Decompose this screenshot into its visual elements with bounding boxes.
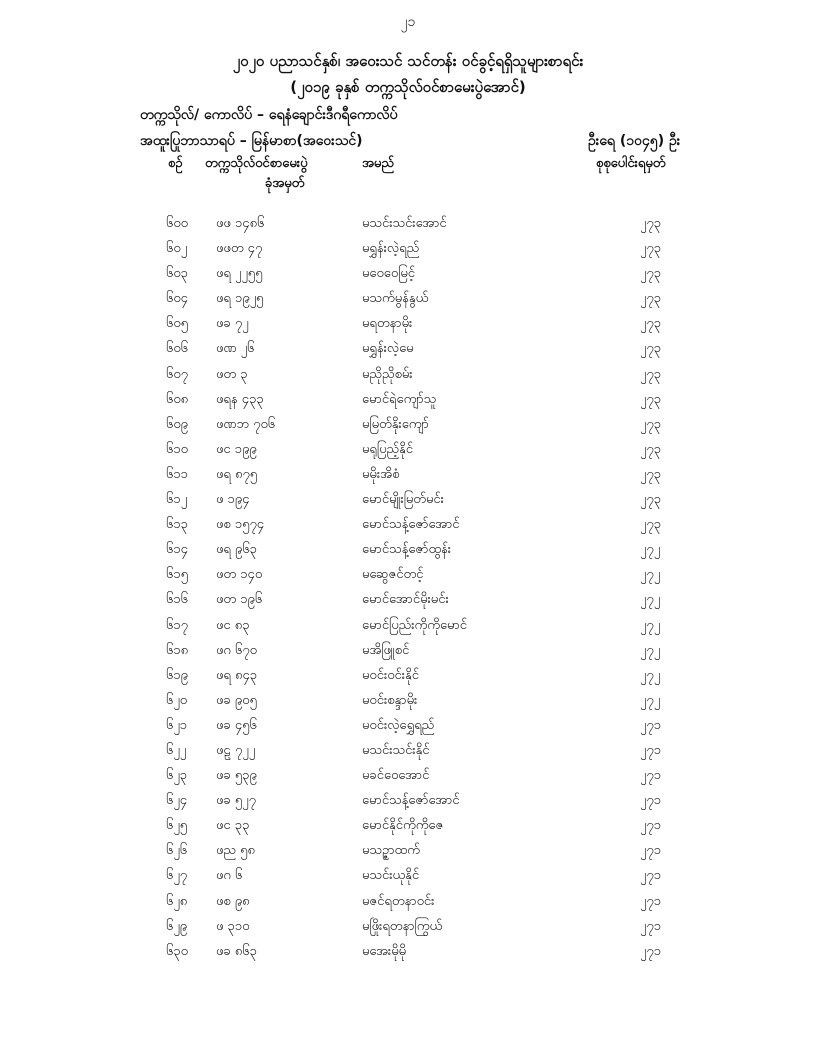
total-score: ၂၇၃ [640,366,662,382]
student-name: မရတနာမိုး [362,316,413,332]
roll-number: ဖခ ၅၂၇ [216,793,256,809]
row-number: ၆၁၉ [166,667,188,683]
column-header-roll [205,154,355,194]
row-number: ၆၂၈ [166,893,188,909]
row-number: ၆၁၀ [166,441,188,457]
roll-number: ဖင ၁၉၉ [216,441,257,457]
column-header-roll-line2: ခုံအမှတ် [265,176,305,191]
row-number: ၆၁၆ [166,592,188,608]
student-name: မဖြိုးရတနာကြွယ် [362,918,443,934]
table-row [0,211,816,236]
student-name: မသက်မွန်နွယ် [362,291,429,307]
roll-number: ဖဖ ၁၄၈၆ [216,216,265,231]
roll-number: ဖရ ၉၆၃ [216,542,257,558]
column-header-name: အမည် [362,156,394,171]
roll-number: ဖခ ၇၂ [216,316,249,332]
student-name: မမိုးအိစံ [362,466,400,482]
row-number: ၆၁၄ [166,542,188,558]
total-score: ၂၇၃ [640,341,662,357]
table-row [0,889,816,914]
student-name: မရုပြည့်နိုင် [362,441,413,457]
student-name: မရွှန်းလဲ့မေ [362,341,414,357]
student-name: မဇင်ရတနာဝင်း [362,893,435,909]
table-row [0,863,816,888]
table-row [0,387,816,412]
table-row [0,336,816,361]
page-number: ၂၁ [400,14,416,30]
table-row [0,286,816,311]
column-header-score [596,154,665,174]
row-number: ၆၀၈ [166,391,189,407]
student-name: မောင်နိုင်ကိုကိုဇေ [362,818,444,834]
total-score: ၂၇၁ [640,893,662,909]
total-score: ၂၇၂ [640,617,661,633]
table-row [0,939,816,964]
table-row [0,487,816,512]
roll-number: ဖင ၈၃ [216,617,250,633]
row-number: ၆၂၃ [166,768,188,784]
table-row [0,813,816,838]
student-name: မောင်ရဲကျော်သူ [362,391,437,407]
student-name: မောင်သန့်ဇော်အောင် [362,793,460,809]
student-name: မညိုညိုစမ်း [362,366,413,382]
student-name: မောင်အောင်မိုးမင်း [362,592,449,608]
row-number: ၆၁၅ [166,567,188,583]
roll-number: ဖခ ၅၃၉ [216,768,257,784]
roll-number: ဖဂ ၆၇၀ [216,642,257,658]
total-score: ၂၇၃ [640,441,662,457]
total-score: ၂၇၁ [640,943,662,959]
row-number: ၆၂၅ [166,818,188,834]
table-row [0,311,816,336]
total-score: ၂၇၁ [640,742,662,758]
row-number: ၆၀၀ [166,216,188,231]
roll-number: ဖဏ ၂၆ [216,341,255,357]
table-row [0,713,816,738]
table-row [0,763,816,788]
total-score: ၂၇၁ [640,768,662,784]
total-score: ၂၇၃ [640,466,662,482]
student-name: မမြတ်နိုးကျော် [362,416,429,432]
student-name: မောင်သန့်ဇော်အောင် [362,517,460,533]
roll-number: ဖစ ၉၈ [216,893,250,909]
student-name: မဝေဝေမြင့် [362,266,415,282]
roll-number: ဖဏဘ ၇၀၆ [216,416,276,432]
row-number: ၆၀၇ [166,366,188,382]
row-number: ၆၀၃ [166,266,188,282]
student-name: မသင်းသင်းနိုင် [362,742,430,758]
student-name: မောင်သန့်ဇော်ထွန်း [362,542,452,558]
row-number: ၆၁၂ [166,492,188,508]
row-number: ၆၀၂ [166,241,188,257]
row-number: ၆၂၉ [166,918,188,934]
university-label: တက္ကသိုလ်/ ကောလိပ် – ရေနံချောင်းဒီဂရီကောလိပ် [140,107,398,123]
document-subtitle: (၂၀၁၉ ခုနှစ် တက္ကသိုလ်ဝင်စာမေးပွဲအောင်) [290,78,526,96]
table-row [0,587,816,612]
table-row [0,663,816,688]
table-row [0,512,816,537]
student-name: မသင်းယုနိုင် [362,868,420,884]
table-row [0,437,816,462]
total-score: ၂၇၃ [640,241,662,257]
student-name: မရွှန်းလဲ့ရည် [362,241,420,257]
total-score: ၂၇၃ [640,316,662,332]
row-number: ၆၀၉ [166,416,188,432]
roll-number: ဖရ ၈၇၅ [216,466,258,482]
row-number: ၆၁၁ [166,466,188,482]
subject-label: အထူးပြုဘာသာရပ် – မြန်မာစာ(အဝေးသင်) [140,133,363,149]
column-header-roll-line1: တက္ကသိုလ်ဝင်စာမေးပွဲ [205,156,308,171]
table-row [0,838,816,863]
total-score: ၂၇၃ [640,517,662,533]
roll-number: ဖရ ၈၄၃ [216,667,258,683]
student-name: မအေးမိုမို [362,943,407,959]
row-number: ၆၀၅ [166,316,188,332]
total-score: ၂၇၁ [640,843,662,859]
student-name: မဆွေဇင်တင့် [362,567,424,583]
total-score: ၂၇၁ [640,868,662,884]
total-score: ၂၇၂ [640,567,661,583]
row-number: ၆၂၆ [166,843,188,859]
total-score: ၂၇၂ [640,642,661,658]
total-score: ၂၇၂ [640,692,661,708]
student-name: မအိဖြူစင် [362,642,410,658]
total-score: ၂၇၂ [640,667,661,683]
roll-number: ဖ ၃၁၀ [216,918,250,934]
total-score: ၂၇၃ [640,291,662,307]
total-score: ၂၇၁ [640,818,662,834]
student-name: မသဉ္ဇာထက် [362,843,420,859]
table-row [0,914,816,939]
roll-number: ဖရန ၄၃၃ [216,391,264,407]
roll-number: ဖတ ၁၉၆ [216,592,263,608]
column-header-no: စဉ် [168,156,183,171]
roll-number: ဖခ ၄၅၆ [216,717,257,733]
student-name: မဝင်းဝင်းနိုင် [362,667,419,683]
roll-number: ဖဖတ ၄၇ [216,241,263,257]
table-row [0,738,816,763]
table-row [0,537,816,562]
roll-number: ဖတ ၁၄၀ [216,567,263,583]
row-number: ၆၂၄ [166,793,188,809]
table-row [0,613,816,638]
student-name: မခင်ဝေအောင် [362,768,430,784]
table-row [0,261,816,286]
column-header-score-line2: စုစုပေါင်းရမှတ် [596,156,666,171]
student-name: မဝင်းစန္ဒာမိုး [362,692,418,708]
document-title: ၂၀၂၀ ပညာသင်နှစ်၊ အဝေးသင် သင်တန်း ဝင်ခွင့်ရရှိသူများစာရင်း [232,52,584,70]
row-number: ၆၁၈ [166,642,189,658]
roll-number: ဖဠ ၇၂၂ [216,742,256,758]
total-score: ၂၇၃ [640,216,662,231]
roll-number: ဖရ ၂၂၅၅ [216,266,263,282]
total-score: ၂၇၁ [640,717,662,733]
table-row [0,412,816,437]
table-row [0,236,816,261]
student-name: မောင်ပြည်းကိုကိုမောင် [362,617,467,633]
table-row [0,462,816,487]
score-range-label: ဦးရေ (၁၀၄၅) ဦး [588,133,681,149]
table-row [0,562,816,587]
row-number: ၆၂၁ [166,717,188,733]
table-row [0,362,816,387]
row-number: ၆၂၂ [166,742,187,758]
total-score: ၂၇၂ [640,592,661,608]
roll-number: ဖတ ၃ [216,366,248,382]
row-number: ၆၂၇ [166,868,188,884]
table-row [0,688,816,713]
roll-number: ဖဂ ၆ [216,868,243,884]
total-score: ၂၇၁ [640,793,662,809]
row-number: ၆၀၆ [166,341,188,357]
results-table [0,211,816,964]
row-number: ၆၃၀ [166,943,188,959]
total-score: ၂၇၃ [640,391,662,407]
table-row [0,788,816,813]
row-number: ၆၁၇ [166,617,188,633]
student-name: မောင်မျိုးမြတ်မင်း [362,492,444,508]
total-score: ၂၇၁ [640,918,662,934]
roll-number: ဖရ ၁၉၂၅ [216,291,264,307]
student-name: မဝင်းလဲ့ရွှေရည် [362,717,435,733]
total-score: ၂၇၃ [640,492,662,508]
roll-number: ဖ ၁၉၄ [216,492,250,508]
total-score: ၂၇၃ [640,266,662,282]
table-row [0,638,816,663]
roll-number: ဖခ ၈၆၃ [216,943,257,959]
row-number: ၆၀၄ [166,291,188,307]
roll-number: ဖစ ၁၅၇၄ [216,517,265,533]
row-number: ၆၂၀ [166,692,188,708]
total-score: ၂၇၃ [640,416,662,432]
roll-number: ဖည ၅၈ [216,843,255,859]
roll-number: ဖခ ၉၀၅ [216,692,257,708]
student-name: မသင်းသင်းအောင် [362,216,447,231]
roll-number: ဖင ၃၃ [216,818,250,834]
total-score: ၂၇၂ [640,542,661,558]
row-number: ၆၁၃ [166,517,188,533]
